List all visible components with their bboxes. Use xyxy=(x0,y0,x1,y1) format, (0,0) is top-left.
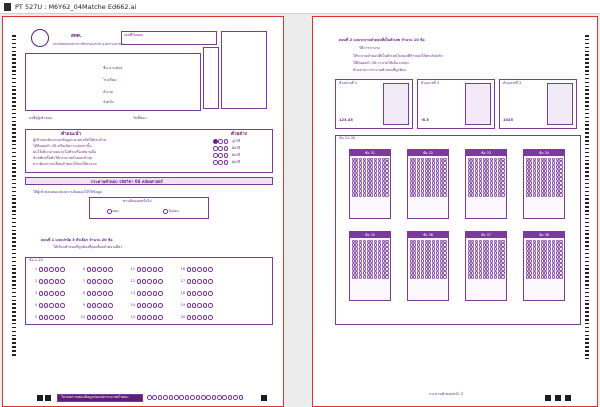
question-row[interactable]: 16 xyxy=(179,267,213,272)
question-row[interactable]: 4 xyxy=(31,303,65,308)
part2-bullet: ตัวอย่างการระบายคำตอบที่ถูกต้อง xyxy=(353,68,406,72)
footer-banner-text: โปรดตรวจสอบข้อมูลก่อนส่งกระดาษคำตอบ xyxy=(61,395,129,399)
question-row[interactable]: 3 xyxy=(31,291,65,296)
consent-prompt: ให้ผู้เข้าสอบฝนแสดงความยินยอมให้ใช้ข้อมูล xyxy=(33,190,103,194)
question-row[interactable]: 9 xyxy=(79,303,113,308)
numeric-answer-block[interactable]: ข้อ 36 xyxy=(407,231,449,301)
question-row[interactable]: 7 xyxy=(79,279,113,284)
instruction-item: ฝนให้เต็มวงกลมและไม่ทำเครื่องหมายอื่น xyxy=(33,150,97,154)
part1-title: ตอนที่ 1 แบบปรนัย 5 ตัวเลือก จำนวน 20 ข้อ xyxy=(41,238,113,242)
registration-mark xyxy=(545,395,551,401)
school-label: โรงเรียน xyxy=(103,78,117,82)
seat-bubble-grid[interactable] xyxy=(203,47,219,109)
registration-mark xyxy=(555,395,561,401)
org-short-name: สทศ. xyxy=(71,34,82,39)
question-row[interactable]: 11 xyxy=(129,267,163,272)
numeric-answer-block[interactable]: ข้อ 37 xyxy=(465,231,507,301)
consent-no-option[interactable]: ไม่ยอม xyxy=(163,209,179,214)
question-row[interactable]: 17 xyxy=(179,279,213,284)
registration-mark xyxy=(565,395,571,401)
page2-footer: กระดาษคำตอบหน้า 2 xyxy=(429,392,464,396)
example-row-wrong: ผิดวิธี xyxy=(213,146,240,151)
part2-bullet: ให้ระบายคำตอบที่เป็นตัวเลขในช่องที่กำหนดให้ตรงกับหลัก xyxy=(353,54,443,58)
part2-subtitle: วิธีการระบาย xyxy=(359,46,380,50)
registration-mark xyxy=(37,395,43,401)
example-value: 1025 xyxy=(503,118,514,122)
instruction-item: ผู้เข้าสอบต้องกรอกข้อมูลและฝนรหัสให้ครบถ้วน xyxy=(33,138,107,142)
example-value: 123.45 xyxy=(339,118,353,122)
part2-title: ตอนที่ 2 แบบระบายคำตอบที่เป็นตัวเลข จำนวน 10 ข้อ xyxy=(339,38,425,42)
example-row-correct: ถูกวิธี xyxy=(213,139,240,144)
timing-marks-right xyxy=(585,35,589,362)
example-label: ตัวอย่างที่ 1 xyxy=(339,81,358,85)
question-row[interactable]: 14 xyxy=(129,303,163,308)
example-label: ตัวอย่างที่ 3 xyxy=(503,81,522,85)
registration-mark xyxy=(261,395,267,401)
artboard-canvas[interactable] xyxy=(0,14,600,407)
example-grid-1 xyxy=(383,83,409,125)
example-label: ตัวอย่างที่ 2 xyxy=(421,81,440,85)
numeric-answer-block[interactable]: ข้อ 33 xyxy=(465,149,507,219)
timing-marks-left xyxy=(12,35,16,358)
question-row[interactable]: 8 xyxy=(79,291,113,296)
instruction-item: ใช้ดินสอดำ 2B หรือเข้มกว่าฝนเท่านั้น xyxy=(33,144,92,148)
question-row[interactable]: 1 xyxy=(31,267,65,272)
answer-sheet-page-2[interactable] xyxy=(312,16,598,407)
question-row[interactable]: 5 xyxy=(31,315,65,320)
example-grid-3 xyxy=(547,83,573,125)
numeric-answer-block[interactable]: ข้อ 32 xyxy=(407,149,449,219)
question-row[interactable]: 10 xyxy=(79,315,113,320)
seat-number-label: เลขที่นั่งสอบ xyxy=(124,33,144,37)
institution-seal-icon xyxy=(31,29,49,47)
question-row[interactable]: 15 xyxy=(129,315,163,320)
name-label: ชื่อ-นามสกุล xyxy=(103,66,123,70)
question-row[interactable]: 18 xyxy=(179,291,213,296)
org-full-name: สถาบันทดสอบทางการศึกษาแห่งชาติ (องค์การมหาชน) xyxy=(53,42,124,46)
example-value: -8.5 xyxy=(421,118,429,122)
question-row[interactable]: 6 xyxy=(79,267,113,272)
part1-range: ข้อ 1-20 xyxy=(29,258,43,262)
part2-bullet: ใช้ดินสอดำ 2B ระบายให้เต็มวงกลม xyxy=(353,61,409,65)
numeric-answer-block[interactable]: ข้อ 38 xyxy=(523,231,565,301)
code-bubble-grid[interactable] xyxy=(221,31,267,109)
numeric-answer-block[interactable]: ข้อ 34 xyxy=(523,149,565,219)
consent-question: ท่านยินยอมหรือไม่ xyxy=(123,199,152,203)
window-title: PT 527U : M6Y62_04Matche Ed662.ai xyxy=(15,2,137,11)
footer-bubble-strip xyxy=(147,395,244,400)
numeric-answer-block[interactable]: ข้อ 35 xyxy=(349,231,391,301)
province-label: จังหวัด xyxy=(103,100,114,104)
numeric-answer-block[interactable]: ข้อ 31 xyxy=(349,149,391,219)
window-titlebar xyxy=(0,0,600,14)
subject-banner-text: กระดาษคำตอบ รหัสวิชา 04 คณิตศาสตร์ xyxy=(91,179,163,184)
question-row[interactable]: 2 xyxy=(31,279,65,284)
example-row-wrong: ผิดวิธี xyxy=(213,153,240,158)
signature-label: ลงชื่อผู้เข้าสอบ xyxy=(29,116,52,120)
instruction-item: ห้ามพับหรือทำให้กระดาษคำตอบชำรุด xyxy=(33,156,93,160)
example-grid-2 xyxy=(465,83,491,125)
example-title: ตัวอย่าง xyxy=(231,132,247,137)
answer-sheet-page-1[interactable] xyxy=(2,16,284,407)
district-label: อำเภอ xyxy=(103,90,113,94)
question-row[interactable]: 19 xyxy=(179,303,213,308)
document-icon xyxy=(4,3,11,11)
question-row[interactable]: 12 xyxy=(129,279,163,284)
instruction-item: หากต้องการเปลี่ยนคำตอบให้ลบให้สะอาด xyxy=(33,162,97,166)
consent-yes-option[interactable]: ยอม xyxy=(107,209,119,214)
example-row-wrong: ผิดวิธี xyxy=(213,160,240,165)
registration-mark xyxy=(45,395,51,401)
question-row[interactable]: 20 xyxy=(179,315,213,320)
part2-range: ข้อ 31-40 xyxy=(339,136,356,140)
exam-date-label: วันที่สอบ xyxy=(133,116,147,120)
instructions-title: คำแนะนำ xyxy=(61,132,81,137)
question-row[interactable]: 13 xyxy=(129,291,163,296)
part1-subtitle: ให้เลือกคำตอบที่ถูกต้องที่สุดเพียงคำตอบเดียว xyxy=(53,245,123,249)
